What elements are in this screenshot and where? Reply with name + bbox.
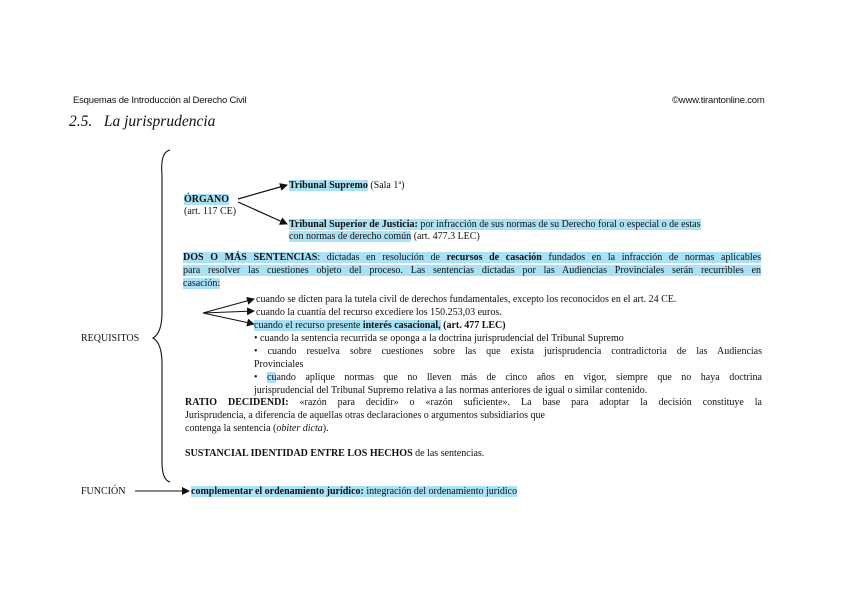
bullet-normas-vigor: • cuando aplique normas que no lleven más de cinco años en vigor, siempre que no haya doctrina (254, 372, 762, 383)
tsj-line-2: con normas de derecho común (art. 477.3 LEC) (289, 231, 480, 242)
tribunal-supremo: Tribunal Supremo (Sala 1ª) (289, 180, 405, 191)
dos-sentencias-line-2: para resolver las cuestiones objeto del proceso. Las sentencias dictadas por las Audiencias Provinciales serán recurribles en (183, 265, 761, 276)
bullet-jurisprudencia-contradictoria-cont: Provinciales (254, 359, 304, 370)
arrow-organo-tsj (238, 202, 287, 224)
funcion-text: complementar el ordenamiento jurídico: integración del ordenamiento jurídico (191, 486, 518, 497)
funcion-label: FUNCIÓN (81, 486, 126, 497)
bullet-normas-vigor-cont: jurisprudencial del Tribunal Supremo relativa a las normas anteriores de igual o similar contenido. (254, 385, 648, 396)
section-number: 2.5. (69, 113, 93, 130)
arrow-organo-ts (238, 185, 287, 199)
case-cuantia: cuando la cuantía del recurso excediere los 150.253,03 euros. (256, 307, 502, 318)
case-interes-casacional: cuando el recurso presente interés casacional, (art. 477 LEC) (254, 320, 506, 331)
ratio-decidendi-line-2: Jurisprudencia, a diferencia de aquellas otras declaraciones o argumentos subsidiarios que (185, 410, 545, 421)
organo-label: ÓRGANO (184, 194, 229, 205)
document-header-title: Esquemas de Introducción al Derecho Civil (73, 95, 247, 106)
case-derechos-fundamentales: cuando se dicten para la tutela civil de derechos fundamentales, excepto los reconocidos en el art. 24 CE. (256, 294, 677, 305)
arrow-case-3 (203, 313, 254, 324)
sustancial-identidad: SUSTANCIAL IDENTIDAD ENTRE LOS HECHOS de las sentencias. (185, 448, 485, 459)
ratio-decidendi-line-3: contenga la sentencia (obiter dicta). (185, 423, 329, 434)
ratio-decidendi-line-1: RATIO DECIDENDI: «razón para decidir» o «razón suficiente». La base para adoptar la decisión constituye la (185, 397, 762, 408)
requisitos-brace (153, 150, 170, 482)
tsj-line-1: Tribunal Superior de Justicia: por infracción de sus normas de su Derecho foral o especial o de estas (289, 219, 701, 230)
document-header-website: ©www.tirantonline.com (672, 95, 765, 106)
requisitos-label: REQUISITOS (81, 333, 140, 344)
organo-ref: (art. 117 CE) (184, 206, 237, 217)
bullet-doctrina-ts: • cuando la sentencia recurrida se oponga a la doctrina jurisprudencial del Tribunal Supremo (254, 333, 624, 344)
dos-sentencias-line-1: DOS O MÁS SENTENCIAS: dictadas en resolución de recursos de casación fundados en la infracción de normas aplicables (183, 252, 761, 263)
section-title: La jurisprudencia (103, 113, 216, 130)
bullet-jurisprudencia-contradictoria: • cuando resuelva sobre cuestiones sobre las que exista jurisprudencia contradictoria de las Audiencias (254, 346, 762, 357)
dos-sentencias-line-3: casación: (183, 278, 221, 289)
